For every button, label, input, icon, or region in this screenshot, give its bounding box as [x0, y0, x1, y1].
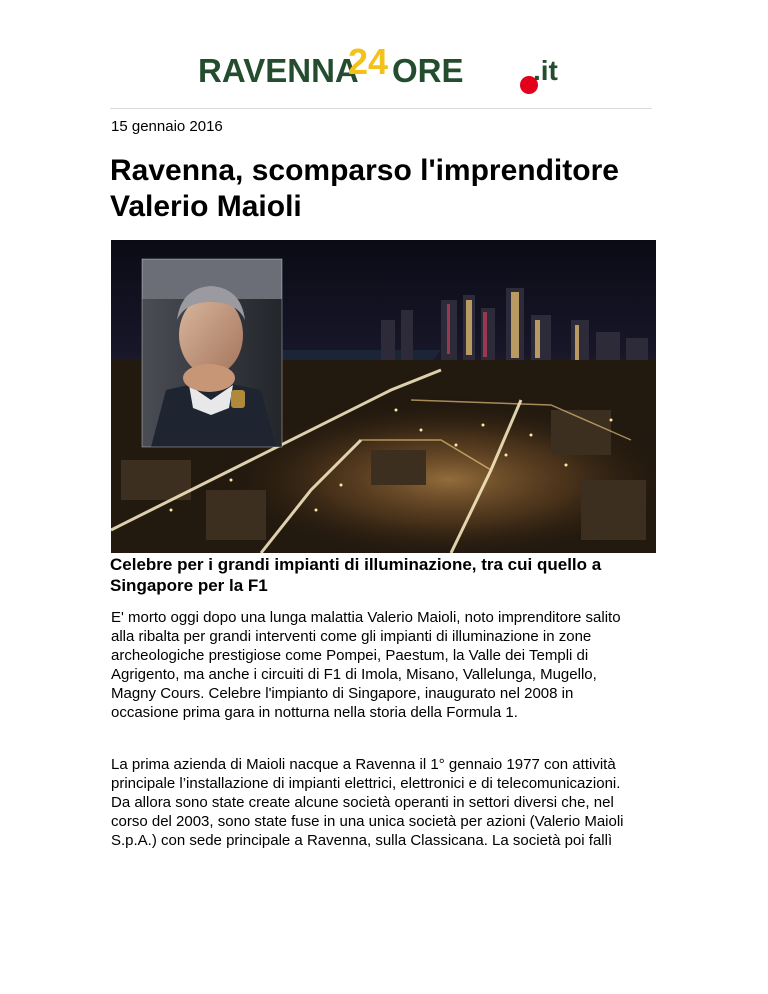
paragraph-line: archeologiche prestigiose come Pompei, Paestum, la Valle dei Templi di: [111, 647, 589, 664]
logo-brand-left: RAVENNA: [198, 52, 359, 89]
logo-graphic: [196, 44, 576, 96]
paragraph-line: Magny Cours. Celebre l'impianto di Singapore, inaugurato nel 2008 in: [111, 685, 574, 702]
paragraph-line: Agrigento, ma anche i circuiti di F1 di Imola, Misano, Vallelunga, Mugello,: [111, 666, 597, 683]
article-title-line-1: Ravenna, scomparso l'imprenditore: [110, 154, 619, 187]
header-divider: [110, 108, 652, 109]
article-photo: [111, 240, 656, 553]
photo-illustration: [111, 240, 656, 553]
logo-brand-tld: .it: [533, 55, 558, 86]
masthead-logo[interactable]: [196, 44, 576, 96]
paragraph-line: La prima azienda di Maioli nacque a Ravenna il 1° gennaio 1977 con attività: [111, 756, 616, 773]
article-paragraph-2: [111, 755, 671, 850]
article-title: [110, 153, 670, 225]
article-paragraph-1: [111, 608, 671, 722]
logo-brand-number: 24: [348, 44, 389, 82]
portrait-inset: [142, 259, 282, 447]
article-title-line-2: Valerio Maioli: [110, 190, 302, 223]
paragraph-line: alla ribalta per grandi interventi come gli impianti di illuminazione in zone: [111, 628, 592, 645]
paragraph-line: corso del 2003, sono state fuse in una unica società per azioni (Valerio Maioli: [111, 813, 624, 830]
paragraph-line: principale l’installazione di impianti elettrici, elettronici e di telecomunicazioni.: [111, 775, 621, 792]
paragraph-line: E' morto oggi dopo una lunga malattia Valerio Maioli, noto imprenditore salito: [111, 609, 621, 626]
article-date: 15 gennaio 2016: [111, 118, 223, 135]
paragraph-line: occasione prima gara in notturna nella storia della Formula 1.: [111, 704, 518, 721]
logo-brand-right: ORE: [392, 52, 464, 89]
paragraph-line: S.p.A.) con sede principale a Ravenna, sulla Classicana. La società poi fallì: [111, 832, 613, 849]
article-subtitle-line-2: Singapore per la F1: [110, 576, 268, 595]
article-subtitle-line-1: Celebre per i grandi impianti di illuminazione, tra cui quello a: [110, 555, 602, 574]
paragraph-line: Da allora sono state create alcune società operanti in settori diversi che, nel: [111, 794, 614, 811]
article-subtitle: [110, 554, 670, 596]
